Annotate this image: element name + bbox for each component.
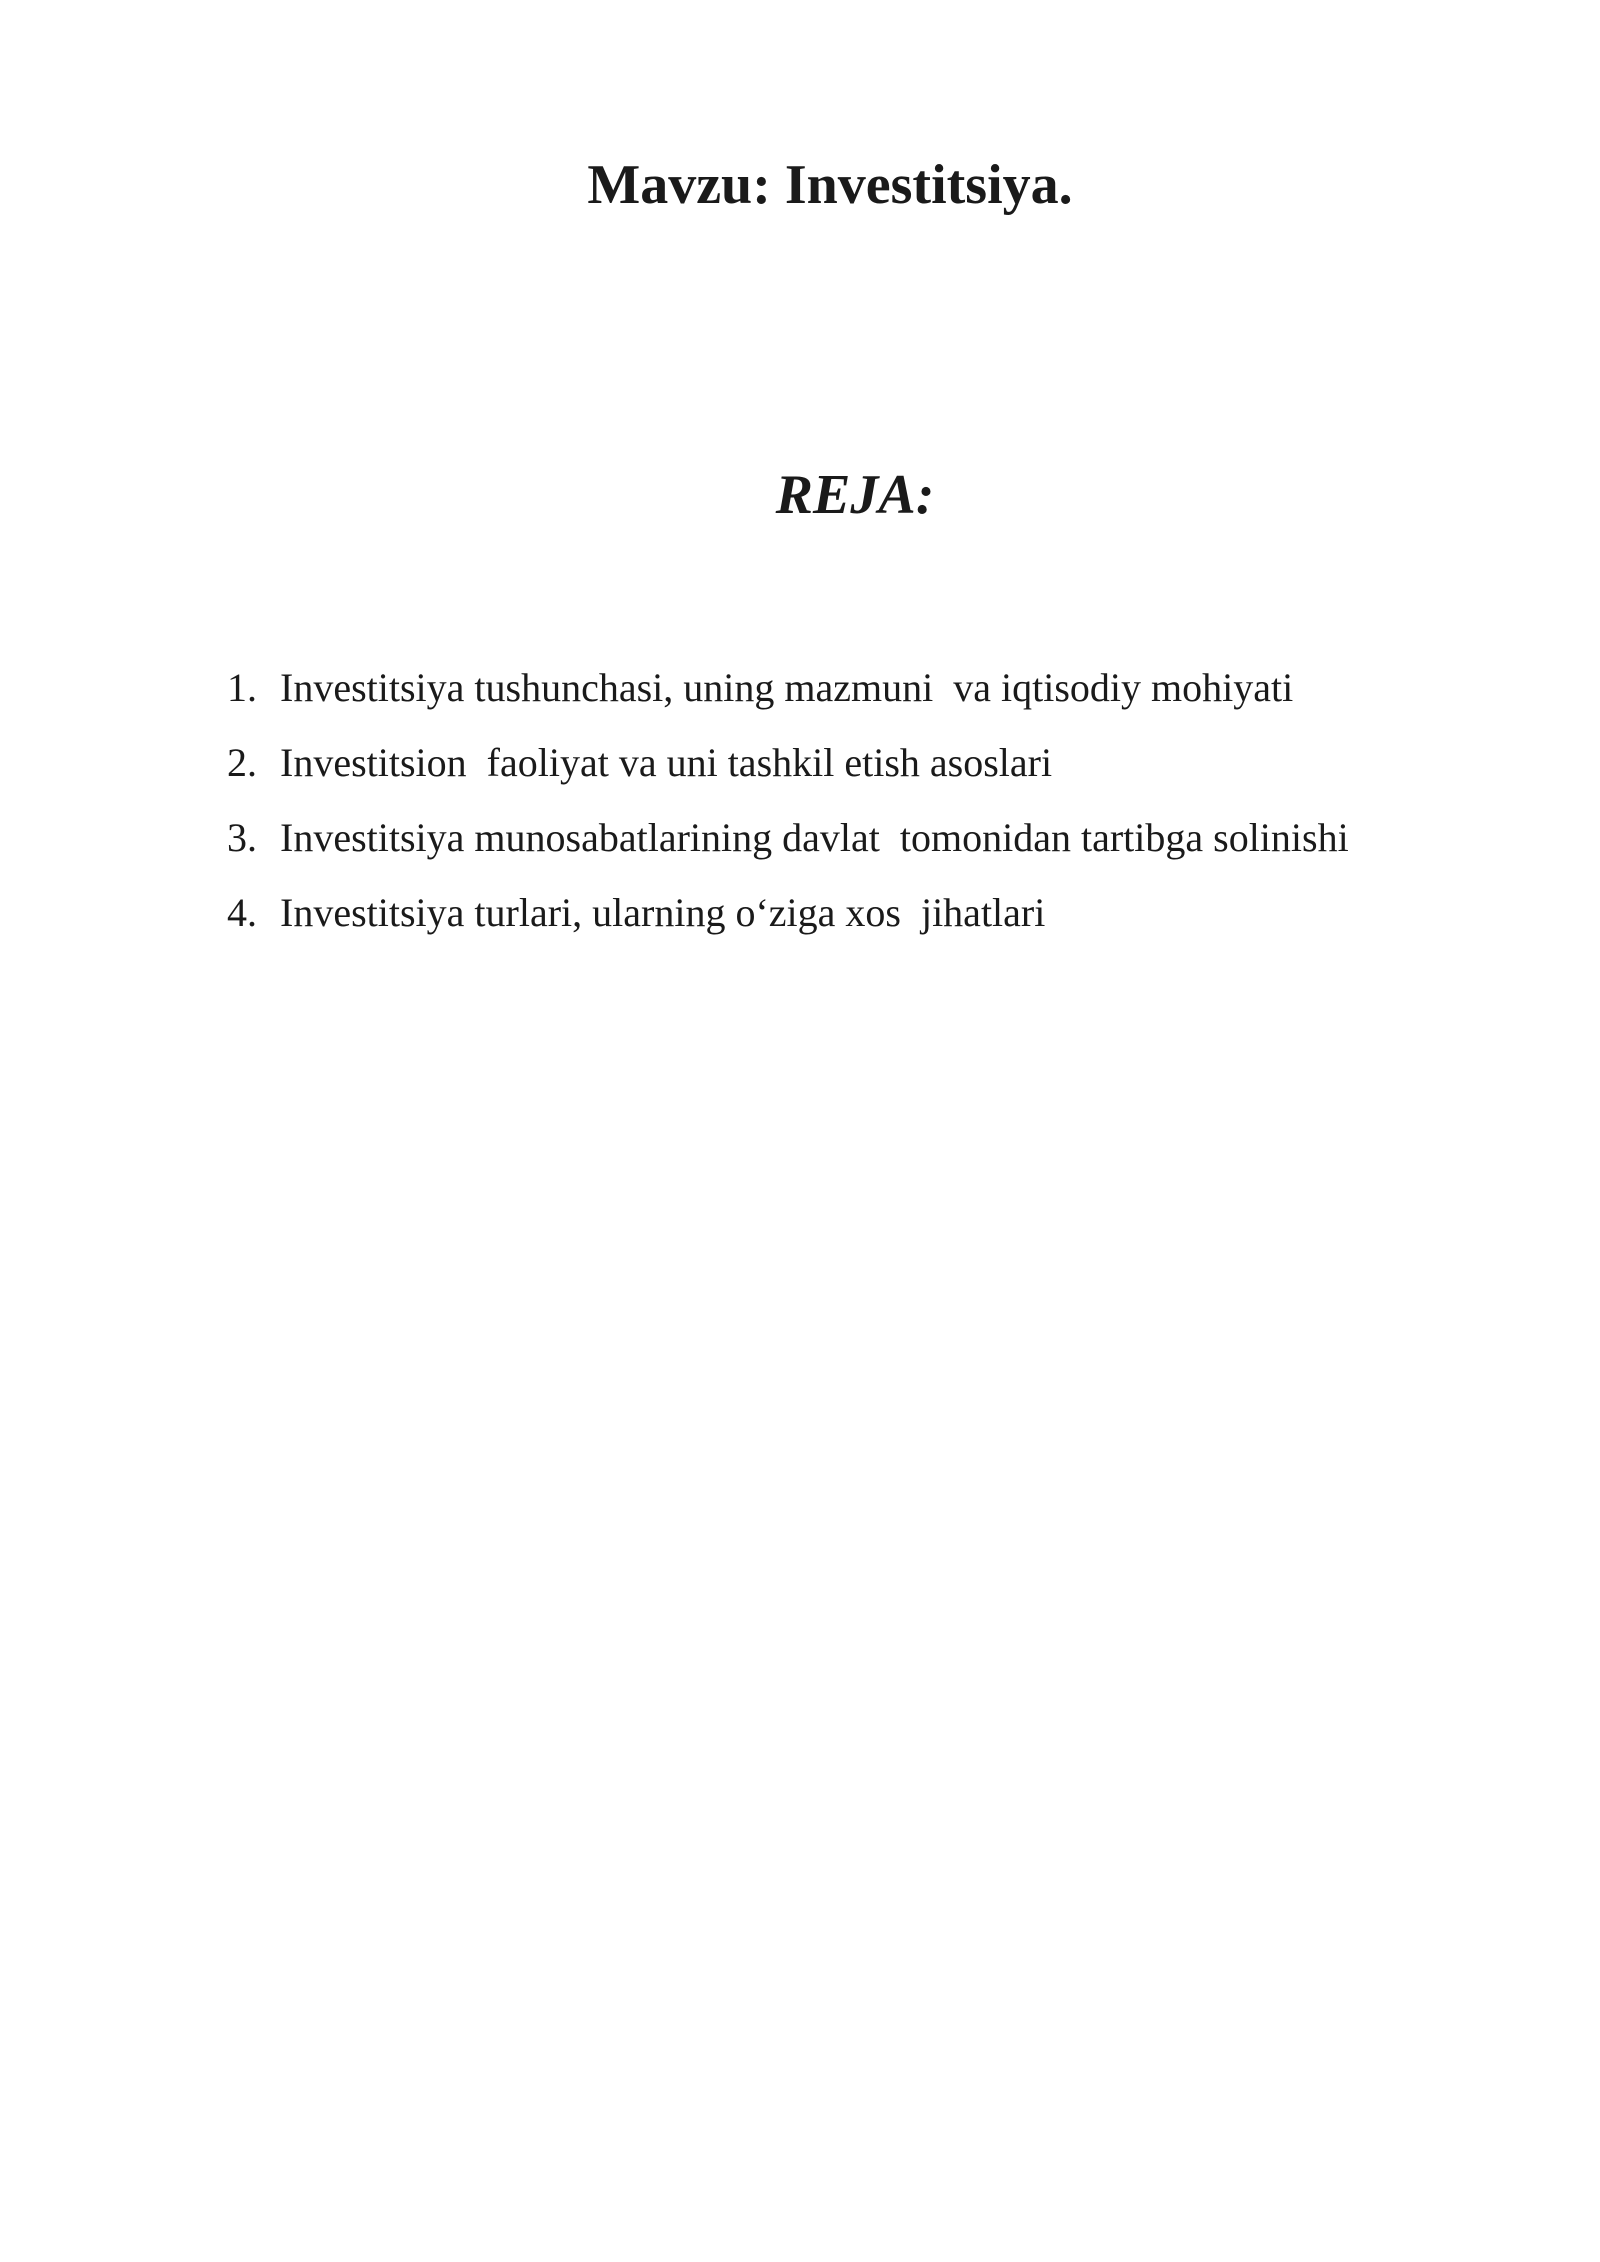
plan-item-number: 3. [227, 815, 257, 860]
plan-item-text: Investitsiya munosabatlarining davlat tomonidan tartibga solinishi [280, 815, 1349, 860]
plan-heading: REJA: [775, 464, 935, 526]
page-title: Mavzu: Investitsiya. [587, 154, 1073, 216]
plan-item-3 [227, 813, 1349, 863]
plan-item-1 [227, 663, 1349, 713]
plan-item-number: 1. [227, 665, 257, 710]
plan-item-text: Investitsion faoliyat va uni tashkil etish asoslari [280, 740, 1053, 785]
plan-item-2 [227, 738, 1349, 788]
plan-item-number: 2. [227, 740, 257, 785]
plan-item-text: Investitsiya tushunchasi, uning mazmuni va iqtisodiy mohiyati [280, 665, 1294, 710]
plan-item-4 [227, 888, 1349, 938]
plan-item-number: 4. [227, 890, 257, 935]
plan-list [227, 663, 1349, 963]
plan-item-text: Investitsiya turlari, ularning o‘ziga xos jihatlari [280, 890, 1046, 935]
